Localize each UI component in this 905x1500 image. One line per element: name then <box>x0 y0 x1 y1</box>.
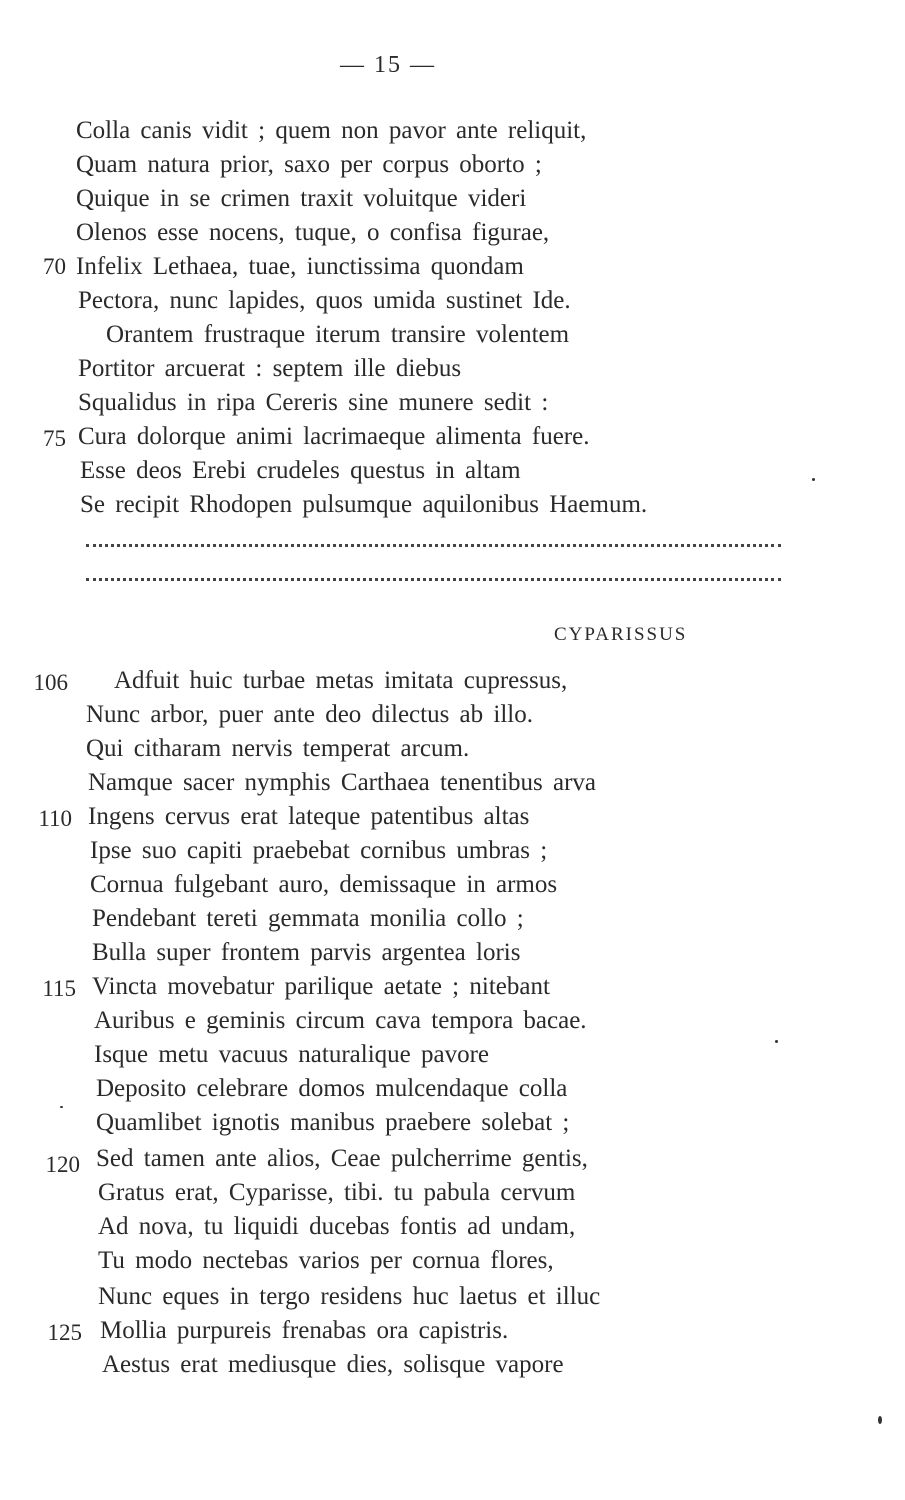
verse-line: Qui citharam nervis temperat arcum. <box>86 735 470 762</box>
verse-line: Namque sacer nymphis Carthaea tenentibus arva <box>88 769 597 796</box>
verse-line: Infelix Lethaea, tuae, iunctissima quondam <box>76 253 524 280</box>
verse-line: Cura dolorque animi lacrimaeque alimenta fuere. <box>78 423 590 450</box>
omission-dots <box>86 574 781 581</box>
verse-line: Ad nova, tu liquidi ducebas fontis ad undam, <box>98 1213 576 1240</box>
line-number: 110 <box>38 806 72 831</box>
section-title: CYPARISSUS <box>554 624 688 645</box>
line-number: 70 <box>43 254 66 279</box>
verse-line: Ingens cervus erat lateque patentibus altas <box>88 803 530 830</box>
line-number: 125 <box>47 1320 82 1345</box>
omission-dots <box>86 540 781 547</box>
line-number: 115 <box>42 976 76 1001</box>
line-number: 120 <box>45 1152 80 1177</box>
verse-line: Quam natura prior, saxo per corpus oborto ; <box>76 151 542 178</box>
verse-line: Pendebant tereti gemmata monilia collo ; <box>92 905 524 932</box>
scan-speck <box>878 1416 882 1424</box>
verse-line: Se recipit Rhodopen pulsumque aquilonibus Haemum. <box>80 491 648 518</box>
verse-line: Cornua fulgebant auro, demissaque in armos <box>90 871 558 898</box>
verse-line: Pectora, nunc lapides, quos umida sustinet Ide. <box>78 287 571 314</box>
page-number: — 15 — <box>340 52 436 78</box>
verse-line: Quamlibet ignotis manibus praebere solebat ; <box>96 1109 570 1136</box>
verse-line: Deposito celebrare domos mulcendaque colla <box>96 1075 568 1102</box>
verse-line: Portitor arcuerat : septem ille diebus <box>78 355 462 382</box>
scan-speck <box>812 478 815 481</box>
verse-line: Sed tamen ante alios, Ceae pulcherrime gentis, <box>96 1145 588 1172</box>
verse-line: Isque metu vacuus naturalique pavore <box>94 1041 490 1068</box>
verse-line: Orantem frustraque iterum transire volentem <box>106 321 570 348</box>
verse-line: Gratus erat, Cyparisse, tibi. tu pabula cervum <box>98 1179 576 1206</box>
verse-line: Auribus e geminis circum cava tempora bacae. <box>94 1007 587 1034</box>
verse-line: Colla canis vidit ; quem non pavor ante reliquit, <box>76 117 587 144</box>
scan-speck <box>60 1106 63 1108</box>
verse-line: Esse deos Erebi crudeles questus in altam <box>80 457 521 484</box>
verse-line: Mollia purpureis frenabas ora capistris. <box>100 1317 509 1344</box>
verse-line: Quique in se crimen traxit voluitque videri <box>76 185 527 212</box>
verse-line: Nunc eques in tergo residens huc laetus et illuc <box>98 1283 601 1310</box>
verse-line: Aestus erat mediusque dies, solisque vapore <box>102 1351 564 1378</box>
verse-line: Squalidus in ripa Cereris sine munere sedit : <box>78 389 549 416</box>
verse-line: Tu modo nectebas varios per cornua flores, <box>98 1247 554 1274</box>
verse-line: Nunc arbor, puer ante deo dilectus ab illo. <box>86 701 533 728</box>
verse-line: Bulla super frontem parvis argentea loris <box>92 939 521 966</box>
verse-line: Ipse suo capiti praebebat cornibus umbras ; <box>90 837 548 864</box>
scan-speck <box>775 1040 778 1043</box>
verse-line: Adfuit huic turbae metas imitata cupressus, <box>114 667 568 694</box>
verse-line: Olenos esse nocens, tuque, o confisa figurae, <box>76 219 550 246</box>
line-number: 75 <box>43 426 66 451</box>
line-number: 106 <box>33 670 68 695</box>
verse-line: Vincta movebatur parilique aetate ; nitebant <box>92 973 550 1000</box>
